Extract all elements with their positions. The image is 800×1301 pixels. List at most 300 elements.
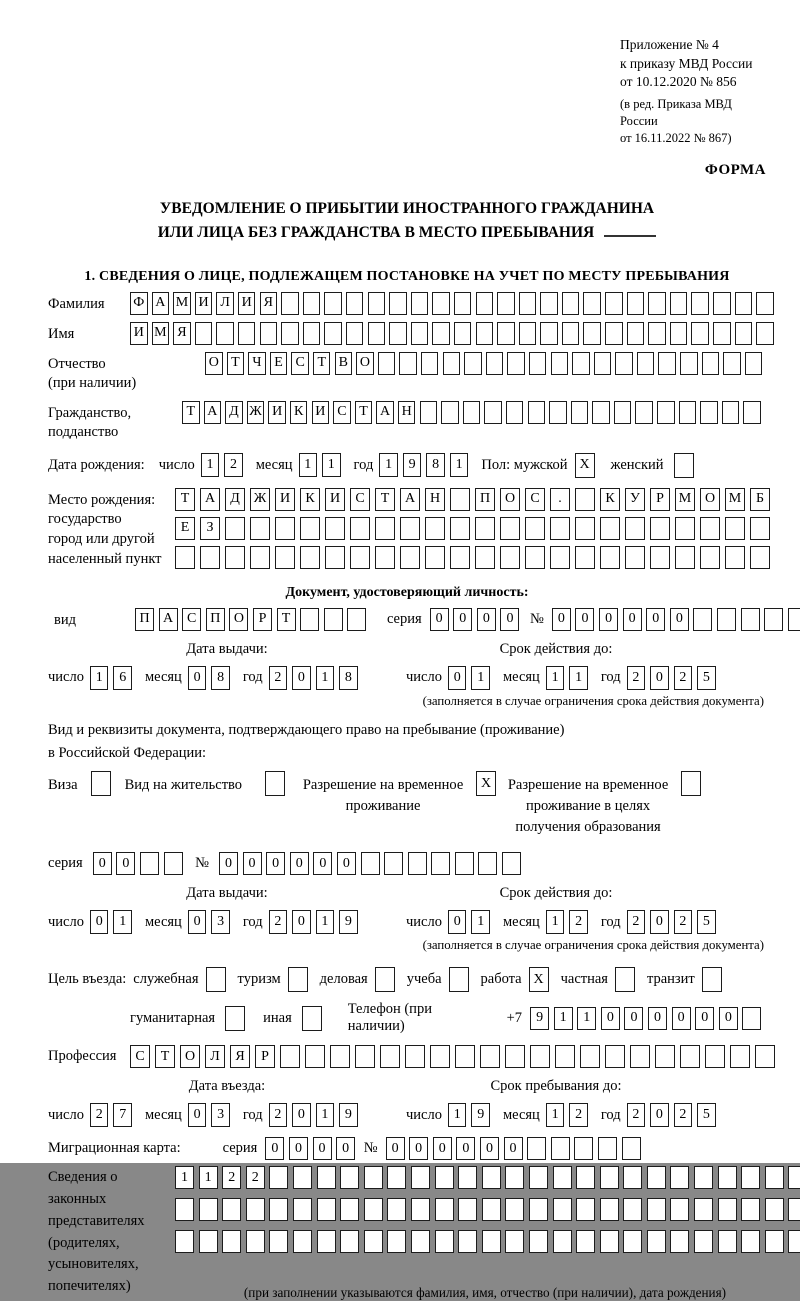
char-box[interactable] [400, 546, 420, 569]
char-box[interactable] [576, 1198, 595, 1221]
purpose-tourism-checkbox[interactable] [288, 967, 320, 992]
char-box[interactable] [375, 967, 395, 992]
char-box[interactable]: 1 [554, 1007, 573, 1030]
char-box[interactable]: 0 [313, 1137, 332, 1160]
birth-place-row3-input[interactable] [175, 546, 775, 569]
char-box[interactable] [497, 322, 515, 345]
char-box[interactable] [756, 322, 774, 345]
char-box[interactable]: 2 [222, 1166, 241, 1189]
doc-issue-day-input[interactable] [90, 666, 137, 690]
birth-place-row2-input[interactable] [175, 517, 775, 540]
char-box[interactable] [269, 1230, 288, 1253]
char-box[interactable]: И [238, 292, 256, 315]
char-box[interactable] [550, 546, 570, 569]
char-box[interactable] [303, 322, 321, 345]
char-box[interactable] [475, 517, 495, 540]
char-box[interactable] [650, 517, 670, 540]
char-box[interactable] [718, 1230, 737, 1253]
char-box[interactable]: 0 [292, 1103, 311, 1127]
char-box[interactable] [750, 546, 770, 569]
char-box[interactable] [575, 546, 595, 569]
stay-day-input[interactable] [448, 1103, 495, 1127]
doc-type-input[interactable] [135, 608, 371, 631]
char-box[interactable] [432, 322, 450, 345]
char-box[interactable] [592, 401, 610, 424]
char-box[interactable]: 1 [577, 1007, 596, 1030]
char-box[interactable] [350, 546, 370, 569]
char-box[interactable] [216, 322, 234, 345]
char-box[interactable] [788, 1166, 800, 1189]
char-box[interactable] [756, 292, 774, 315]
char-box[interactable] [325, 517, 345, 540]
char-box[interactable]: Р [650, 488, 670, 511]
char-box[interactable] [623, 1166, 642, 1189]
char-box[interactable]: С [350, 488, 370, 511]
char-box[interactable] [723, 352, 741, 375]
char-box[interactable]: М [152, 322, 170, 345]
profession-input[interactable] [130, 1045, 780, 1068]
char-box[interactable] [725, 517, 745, 540]
char-box[interactable]: Т [227, 352, 245, 375]
char-box[interactable] [364, 1230, 383, 1253]
purpose-work-checkbox[interactable] [529, 967, 561, 992]
char-box[interactable] [303, 292, 321, 315]
char-box[interactable] [525, 517, 545, 540]
char-box[interactable] [441, 401, 459, 424]
char-box[interactable] [475, 546, 495, 569]
char-box[interactable] [364, 1198, 383, 1221]
char-box[interactable]: 9 [530, 1007, 549, 1030]
char-box[interactable] [435, 1166, 454, 1189]
char-box[interactable] [340, 1198, 359, 1221]
char-box[interactable] [506, 401, 524, 424]
birth-year-input[interactable] [379, 453, 473, 477]
char-box[interactable] [605, 322, 623, 345]
char-box[interactable] [540, 322, 558, 345]
doc-expiry-year-input[interactable] [627, 666, 721, 690]
char-box[interactable] [622, 1137, 641, 1160]
residence-expiry-day-input[interactable] [448, 910, 495, 934]
char-box[interactable]: Т [355, 401, 373, 424]
char-box[interactable]: С [182, 608, 201, 631]
char-box[interactable] [375, 546, 395, 569]
char-box[interactable]: 0 [672, 1007, 691, 1030]
char-box[interactable]: Л [216, 292, 234, 315]
char-box[interactable] [281, 292, 299, 315]
char-box[interactable] [572, 352, 590, 375]
purpose-private-checkbox[interactable] [615, 967, 647, 992]
char-box[interactable] [293, 1230, 312, 1253]
doc-issue-year-input[interactable] [269, 666, 363, 690]
char-box[interactable] [553, 1166, 572, 1189]
char-box[interactable] [527, 1137, 546, 1160]
residence-issue-month-input[interactable] [188, 910, 235, 934]
char-box[interactable] [505, 1045, 525, 1068]
char-box[interactable] [600, 546, 620, 569]
char-box[interactable]: 1 [299, 453, 318, 477]
char-box[interactable]: 0 [599, 608, 618, 631]
sex-male-checkbox[interactable] [575, 453, 595, 478]
purpose-humanitarian-checkbox[interactable] [225, 1006, 245, 1031]
char-box[interactable] [713, 322, 731, 345]
char-box[interactable] [222, 1230, 241, 1253]
char-box[interactable]: О [229, 608, 248, 631]
option-temp-residence-education[interactable] [504, 771, 701, 838]
char-box[interactable] [670, 322, 688, 345]
char-box[interactable] [317, 1198, 336, 1221]
char-box[interactable]: И [195, 292, 213, 315]
option-visa[interactable] [48, 771, 111, 796]
char-box[interactable]: 0 [116, 852, 135, 875]
char-box[interactable] [411, 1198, 430, 1221]
char-box[interactable]: 8 [211, 666, 230, 690]
char-box[interactable] [788, 608, 800, 631]
char-box[interactable]: Н [398, 401, 416, 424]
char-box[interactable] [275, 517, 295, 540]
char-box[interactable]: О [205, 352, 223, 375]
char-box[interactable]: 1 [90, 666, 109, 690]
char-box[interactable] [681, 771, 701, 796]
char-box[interactable]: . [550, 488, 570, 511]
char-box[interactable] [743, 401, 761, 424]
char-box[interactable] [435, 1198, 454, 1221]
option-temp-residence-checkbox[interactable] [467, 771, 496, 796]
residence-number-input[interactable] [219, 852, 526, 875]
char-box[interactable] [324, 322, 342, 345]
char-box[interactable]: А [200, 488, 220, 511]
option-residence-permit[interactable] [125, 771, 285, 796]
char-box[interactable] [674, 453, 694, 478]
char-box[interactable]: 1 [546, 910, 565, 934]
char-box[interactable] [281, 322, 299, 345]
option-visa-checkbox[interactable] [82, 771, 111, 796]
char-box[interactable] [411, 1230, 430, 1253]
char-box[interactable]: Я [230, 1045, 250, 1068]
char-box[interactable]: 2 [674, 666, 693, 690]
char-box[interactable] [384, 852, 403, 875]
char-box[interactable]: 5 [697, 910, 716, 934]
char-box[interactable] [368, 292, 386, 315]
char-box[interactable]: Д [225, 401, 243, 424]
char-box[interactable] [199, 1198, 218, 1221]
doc-expiry-month-input[interactable] [546, 666, 593, 690]
char-box[interactable] [529, 1198, 548, 1221]
doc-series-input[interactable] [430, 608, 524, 631]
char-box[interactable]: 2 [269, 910, 288, 934]
entry-day-input[interactable] [90, 1103, 137, 1127]
char-box[interactable] [580, 1045, 600, 1068]
char-box[interactable] [260, 322, 278, 345]
char-box[interactable]: Р [255, 1045, 275, 1068]
char-box[interactable]: 2 [90, 1103, 109, 1127]
entry-month-input[interactable] [188, 1103, 235, 1127]
char-box[interactable] [717, 608, 736, 631]
char-box[interactable] [507, 352, 525, 375]
char-box[interactable] [280, 1045, 300, 1068]
char-box[interactable]: Я [260, 292, 278, 315]
char-box[interactable] [293, 1198, 312, 1221]
char-box[interactable]: 0 [409, 1137, 428, 1160]
char-box[interactable] [293, 1166, 312, 1189]
char-box[interactable] [408, 852, 427, 875]
char-box[interactable]: 1 [113, 910, 132, 934]
char-box[interactable]: 0 [601, 1007, 620, 1030]
char-box[interactable] [246, 1230, 265, 1253]
char-box[interactable] [741, 608, 760, 631]
char-box[interactable] [325, 546, 345, 569]
char-box[interactable] [502, 852, 521, 875]
char-box[interactable] [380, 1045, 400, 1068]
char-box[interactable] [375, 517, 395, 540]
stay-month-input[interactable] [546, 1103, 593, 1127]
char-box[interactable] [368, 322, 386, 345]
char-box[interactable] [300, 608, 319, 631]
char-box[interactable] [680, 352, 698, 375]
char-box[interactable] [550, 517, 570, 540]
char-box[interactable] [355, 1045, 375, 1068]
char-box[interactable]: Н [425, 488, 445, 511]
char-box[interactable]: М [675, 488, 695, 511]
char-box[interactable]: Ч [248, 352, 266, 375]
char-box[interactable] [583, 292, 601, 315]
name-input[interactable] [130, 322, 778, 345]
char-box[interactable] [755, 1045, 775, 1068]
char-box[interactable] [680, 1045, 700, 1068]
representatives-row1-input[interactable] [175, 1166, 800, 1189]
char-box[interactable] [340, 1166, 359, 1189]
char-box[interactable]: М [173, 292, 191, 315]
char-box[interactable]: 2 [269, 1103, 288, 1127]
patronymic-input[interactable] [205, 352, 766, 375]
char-box[interactable] [164, 852, 183, 875]
char-box[interactable] [765, 1166, 784, 1189]
char-box[interactable] [317, 1166, 336, 1189]
char-box[interactable]: 1 [199, 1166, 218, 1189]
char-box[interactable]: 0 [448, 666, 467, 690]
char-box[interactable] [551, 352, 569, 375]
char-box[interactable]: 0 [648, 1007, 667, 1030]
char-box[interactable]: 3 [211, 1103, 230, 1127]
char-box[interactable]: 1 [546, 666, 565, 690]
char-box[interactable]: 1 [546, 1103, 565, 1127]
char-box[interactable] [500, 517, 520, 540]
char-box[interactable]: 0 [500, 608, 519, 631]
char-box[interactable] [549, 401, 567, 424]
representatives-row2-input[interactable] [175, 1198, 800, 1221]
char-box[interactable] [454, 292, 472, 315]
char-box[interactable] [387, 1198, 406, 1221]
char-box[interactable]: 1 [175, 1166, 194, 1189]
char-box[interactable]: 2 [569, 910, 588, 934]
char-box[interactable] [788, 1230, 800, 1253]
char-box[interactable]: X [476, 771, 496, 796]
char-box[interactable]: О [356, 352, 374, 375]
char-box[interactable] [300, 517, 320, 540]
char-box[interactable] [529, 352, 547, 375]
char-box[interactable]: А [152, 292, 170, 315]
char-box[interactable] [463, 401, 481, 424]
char-box[interactable]: О [180, 1045, 200, 1068]
char-box[interactable] [519, 322, 537, 345]
char-box[interactable]: Т [277, 608, 296, 631]
char-box[interactable]: X [529, 967, 549, 992]
char-box[interactable]: 1 [569, 666, 588, 690]
char-box[interactable] [269, 1166, 288, 1189]
char-box[interactable] [505, 1230, 524, 1253]
char-box[interactable] [431, 852, 450, 875]
char-box[interactable] [175, 546, 195, 569]
char-box[interactable]: Д [225, 488, 245, 511]
char-box[interactable]: С [333, 401, 351, 424]
char-box[interactable] [250, 546, 270, 569]
purpose-transit-checkbox[interactable] [702, 967, 734, 992]
char-box[interactable] [225, 517, 245, 540]
char-box[interactable] [575, 517, 595, 540]
char-box[interactable] [411, 292, 429, 315]
char-box[interactable] [575, 488, 595, 511]
char-box[interactable]: З [200, 517, 220, 540]
char-box[interactable]: 1 [316, 666, 335, 690]
purpose-official-checkbox[interactable] [206, 967, 238, 992]
char-box[interactable] [458, 1230, 477, 1253]
entry-year-input[interactable] [269, 1103, 363, 1127]
char-box[interactable]: 0 [93, 852, 112, 875]
char-box[interactable]: 2 [627, 1103, 646, 1127]
doc-number-input[interactable] [552, 608, 800, 631]
char-box[interactable] [484, 401, 502, 424]
char-box[interactable]: А [376, 401, 394, 424]
char-box[interactable] [705, 1045, 725, 1068]
char-box[interactable]: 8 [426, 453, 445, 477]
char-box[interactable] [600, 1198, 619, 1221]
char-box[interactable]: 0 [670, 608, 689, 631]
char-box[interactable] [288, 967, 308, 992]
char-box[interactable] [482, 1230, 501, 1253]
residence-expiry-year-input[interactable] [627, 910, 721, 934]
char-box[interactable] [540, 292, 558, 315]
char-box[interactable] [300, 546, 320, 569]
char-box[interactable] [425, 546, 445, 569]
char-box[interactable] [238, 322, 256, 345]
residence-expiry-month-input[interactable] [546, 910, 593, 934]
char-box[interactable] [670, 1230, 689, 1253]
citizenship-input[interactable] [182, 401, 765, 424]
char-box[interactable] [765, 1198, 784, 1221]
char-box[interactable] [530, 1045, 550, 1068]
char-box[interactable]: 0 [646, 608, 665, 631]
char-box[interactable] [647, 1166, 666, 1189]
char-box[interactable] [625, 517, 645, 540]
char-box[interactable] [765, 1230, 784, 1253]
char-box[interactable]: Р [253, 608, 272, 631]
char-box[interactable]: А [159, 608, 178, 631]
char-box[interactable] [702, 352, 720, 375]
char-box[interactable] [529, 1166, 548, 1189]
char-box[interactable] [562, 322, 580, 345]
char-box[interactable]: 1 [448, 1103, 467, 1127]
char-box[interactable]: 0 [575, 608, 594, 631]
char-box[interactable] [476, 322, 494, 345]
residence-issue-day-input[interactable] [90, 910, 137, 934]
char-box[interactable]: Т [175, 488, 195, 511]
char-box[interactable]: 2 [224, 453, 243, 477]
option-residence-permit-checkbox[interactable] [256, 771, 285, 796]
char-box[interactable] [458, 1166, 477, 1189]
char-box[interactable]: Е [270, 352, 288, 375]
char-box[interactable] [458, 1198, 477, 1221]
char-box[interactable]: 2 [246, 1166, 265, 1189]
char-box[interactable] [387, 1166, 406, 1189]
char-box[interactable] [455, 852, 474, 875]
char-box[interactable]: Я [173, 322, 191, 345]
char-box[interactable]: 0 [289, 1137, 308, 1160]
char-box[interactable]: 0 [624, 1007, 643, 1030]
char-box[interactable] [500, 546, 520, 569]
char-box[interactable] [605, 292, 623, 315]
char-box[interactable]: 1 [316, 1103, 335, 1127]
char-box[interactable] [670, 1166, 689, 1189]
char-box[interactable] [730, 1045, 750, 1068]
char-box[interactable]: 9 [471, 1103, 490, 1127]
char-box[interactable] [647, 1198, 666, 1221]
char-box[interactable] [725, 546, 745, 569]
char-box[interactable] [330, 1045, 350, 1068]
char-box[interactable] [389, 292, 407, 315]
char-box[interactable]: 1 [201, 453, 220, 477]
char-box[interactable]: 0 [313, 852, 332, 875]
char-box[interactable]: 9 [339, 910, 358, 934]
birth-month-input[interactable] [299, 453, 346, 477]
char-box[interactable]: Б [750, 488, 770, 511]
char-box[interactable]: О [500, 488, 520, 511]
char-box[interactable]: 0 [650, 1103, 669, 1127]
char-box[interactable] [598, 1137, 617, 1160]
char-box[interactable] [361, 852, 380, 875]
char-box[interactable] [670, 292, 688, 315]
char-box[interactable] [400, 517, 420, 540]
char-box[interactable] [432, 292, 450, 315]
char-box[interactable] [364, 1166, 383, 1189]
char-box[interactable]: X [575, 453, 595, 478]
char-box[interactable]: П [475, 488, 495, 511]
char-box[interactable] [454, 322, 472, 345]
char-box[interactable]: 0 [290, 852, 309, 875]
char-box[interactable]: 0 [453, 608, 472, 631]
char-box[interactable]: К [290, 401, 308, 424]
char-box[interactable]: 0 [650, 910, 669, 934]
char-box[interactable] [700, 517, 720, 540]
char-box[interactable] [443, 352, 461, 375]
char-box[interactable] [525, 546, 545, 569]
char-box[interactable] [421, 352, 439, 375]
char-box[interactable] [594, 352, 612, 375]
char-box[interactable]: Т [375, 488, 395, 511]
char-box[interactable]: А [400, 488, 420, 511]
char-box[interactable]: 0 [219, 852, 238, 875]
char-box[interactable] [623, 1198, 642, 1221]
char-box[interactable] [405, 1045, 425, 1068]
char-box[interactable]: 0 [477, 608, 496, 631]
char-box[interactable]: 0 [623, 608, 642, 631]
char-box[interactable] [199, 1230, 218, 1253]
char-box[interactable] [555, 1045, 575, 1068]
char-box[interactable] [528, 401, 546, 424]
char-box[interactable] [553, 1230, 572, 1253]
char-box[interactable] [399, 352, 417, 375]
char-box[interactable] [742, 1007, 761, 1030]
char-box[interactable] [700, 401, 718, 424]
char-box[interactable] [741, 1230, 760, 1253]
